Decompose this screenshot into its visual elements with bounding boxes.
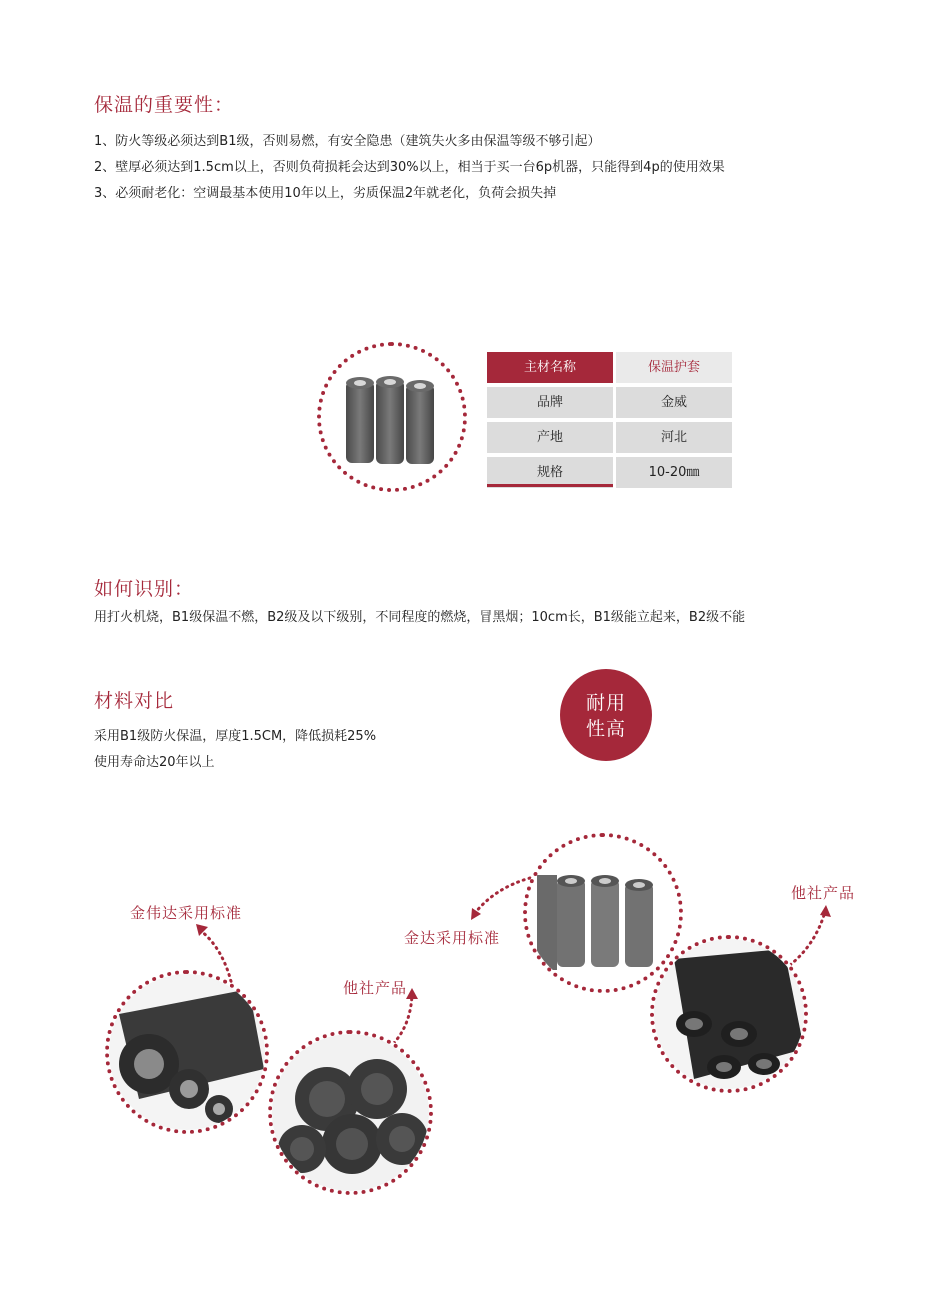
identify-text: 用打火机烧，B1级保温不燃，B2级及以下级别，不同程度的燃烧，冒黑烟；10cm长，B1级能立起来，B2级不能: [94, 610, 746, 625]
label-right-other: 他社产品: [791, 884, 856, 902]
table-cell-label: 产地: [487, 422, 613, 453]
label-left-standard: 金伟达采用标准: [130, 904, 243, 922]
comparison-line: 使用寿命达20年以上: [94, 755, 215, 770]
comparison-line: 采用B1级防火保温，厚度1.5CM，降低损耗25%: [94, 729, 377, 744]
table-cell-label: 规格: [487, 457, 613, 488]
table-header-value: 保温护套: [616, 352, 732, 383]
list-item: 3、必须耐老化：空调最基本使用10年以上，劣质保温2年就老化，负荷会损失掉: [94, 186, 557, 201]
image-left-standard: [105, 970, 269, 1134]
badge-line: 性高: [585, 718, 626, 740]
table-cell-value: 河北: [616, 422, 732, 453]
table-cell-value: 金威: [616, 387, 732, 418]
standard-tubes-image: [109, 974, 265, 1130]
arrow-head-icon: [820, 905, 831, 917]
table-cell-label: 品牌: [487, 387, 613, 418]
table-cell-value: 10-20㎜: [616, 457, 732, 488]
label-right-standard: 金达采用标准: [404, 929, 501, 947]
badge-line: 耐用: [585, 692, 626, 714]
other-tubes-image: [654, 939, 804, 1089]
image-right-other: [650, 935, 808, 1093]
section-title-importance: 保温的重要性：: [94, 94, 235, 116]
other-tubes-image: [272, 1034, 429, 1191]
section-title-comparison: 材料对比: [94, 690, 175, 712]
standard-tubes-image: [527, 837, 679, 989]
table-header-label: 主材名称: [487, 352, 613, 383]
image-right-standard: [523, 833, 683, 993]
image-left-other: [268, 1030, 433, 1195]
section-title-identify: 如何识别：: [94, 578, 195, 600]
list-item: 2、壁厚必须达到1.5cm以上，否则负荷损耗会达到30%以上，相当于买一台6p机器，只能得到4p的使用效果: [94, 160, 725, 175]
list-item: 1、防火等级必须达到B1级，否则易燃，有安全隐患（建筑失火多由保温等级不够引起）: [94, 134, 601, 149]
arrow-head-icon: [406, 988, 418, 999]
label-left-other: 他社产品: [343, 979, 408, 997]
